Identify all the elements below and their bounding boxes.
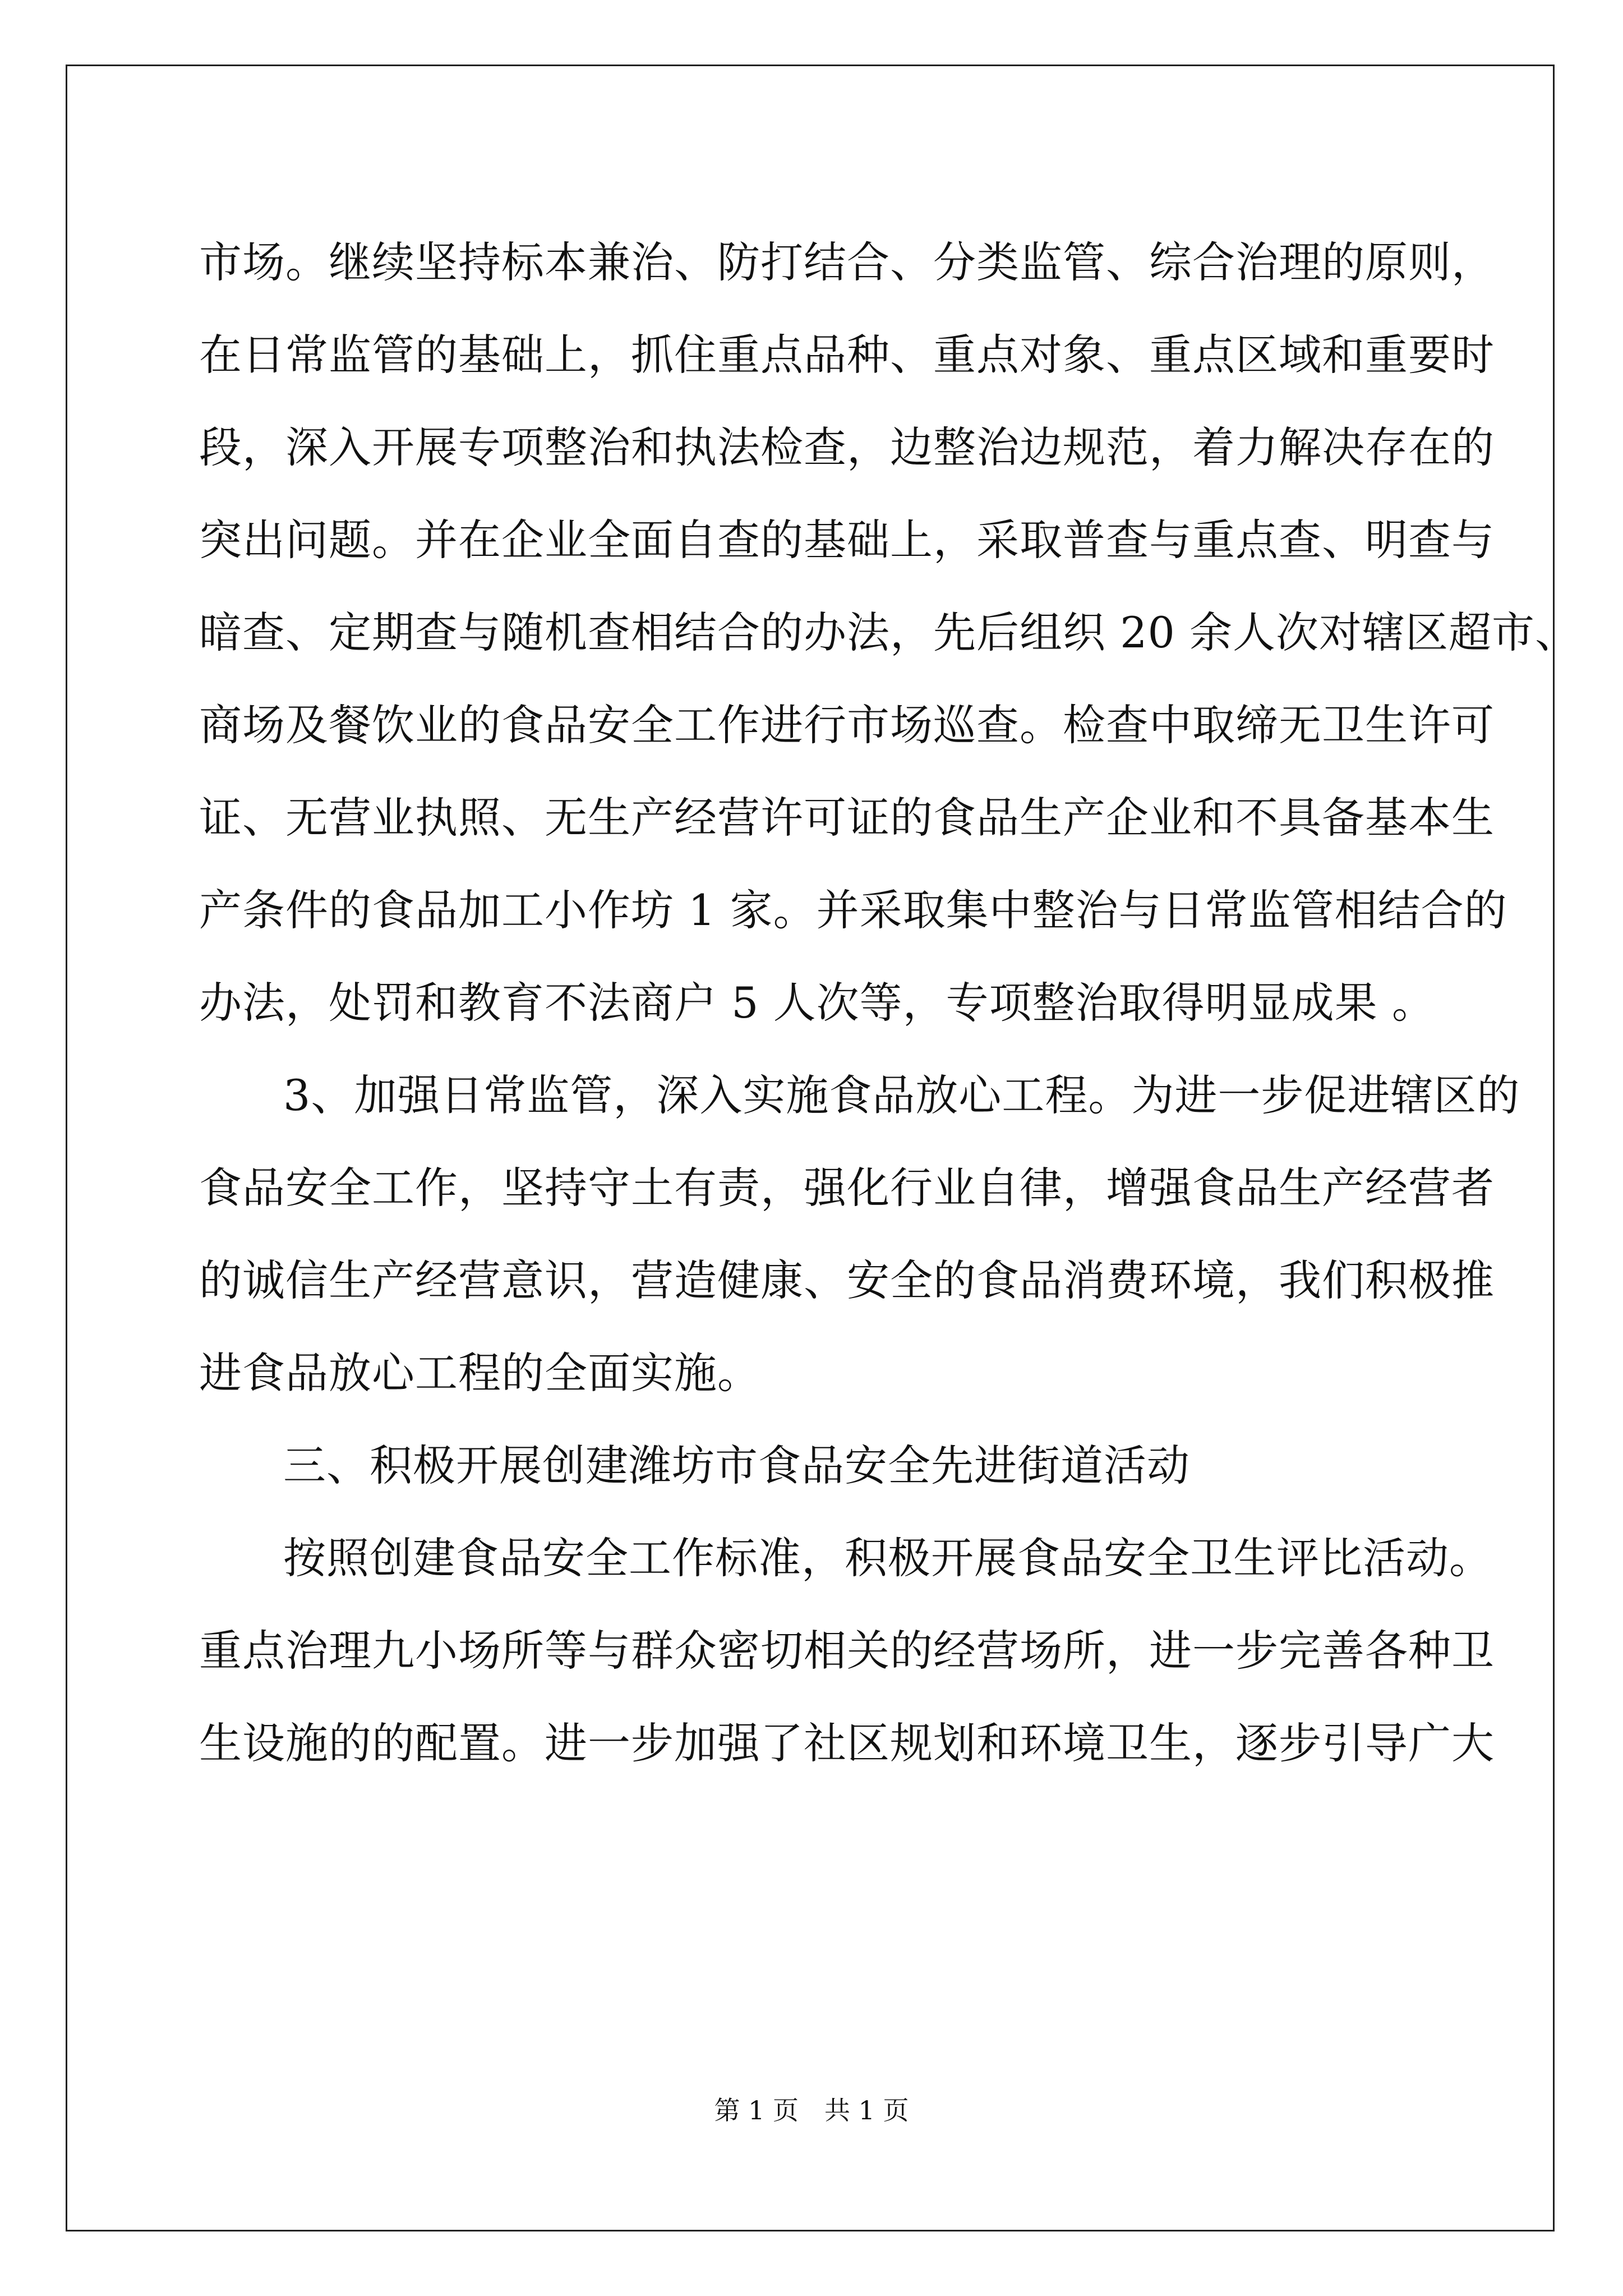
text-line: 重点治理九小场所等与群众密切相关的经营场所，进一步完善各种卫 <box>199 1626 1495 1676</box>
text-line: 生设施的的配置。进一步加强了社区规划和环境卫生，逐步引导广大 <box>199 1718 1495 1768</box>
text-line: 按照创建食品安全工作标准，积极开展食品安全卫生评比活动。 <box>283 1533 1492 1583</box>
text-line: 的诚信生产经营意识，营造健康、安全的食品消费环境，我们积极推 <box>199 1255 1495 1305</box>
text-line: 暗查、定期查与随机查相结合的办法，先后组织 20 余人次对辖区超市、 <box>199 608 1579 657</box>
text-line: 证、无营业执照、无生产经营许可证的食品生产企业和不具备基本生 <box>199 793 1495 843</box>
text-line: 市场。继续坚持标本兼治、防打结合、分类监管、综合治理的原则， <box>199 237 1495 287</box>
text-line: 进食品放心工程的全面实施。 <box>199 1348 760 1398</box>
text-line: 商场及餐饮业的食品安全工作进行市场巡查。检查中取缔无卫生许可 <box>199 700 1495 750</box>
text-line: 突出问题。并在企业全面自查的基础上，采取普查与重点查、明查与 <box>199 515 1495 565</box>
text-line: 段，深入开展专项整治和执法检查，边整治边规范，着力解决存在的 <box>199 422 1495 472</box>
text-line: 办法，处罚和教育不法商户 5 人次等，专项整治取得明显成果 。 <box>199 978 1435 1028</box>
text-line: 食品安全工作，坚持守土有责，强化行业自律，增强食品生产经营者 <box>199 1163 1495 1213</box>
page-footer: 第 1 页 共 1 页 <box>714 2095 909 2125</box>
document-body <box>199 216 1579 1789</box>
text-line: 三、积极开展创建潍坊市食品安全先进街道活动 <box>283 1441 1190 1490</box>
text-line: 在日常监管的基础上，抓住重点品种、重点对象、重点区域和重要时 <box>199 330 1495 380</box>
text-line: 产条件的食品加工小作坊 1 家。并采取集中整治与日常监管相结合的 <box>199 885 1507 935</box>
text-line: 3、加强日常监管，深入实施食品放心工程。为进一步促进辖区的 <box>283 1070 1520 1120</box>
